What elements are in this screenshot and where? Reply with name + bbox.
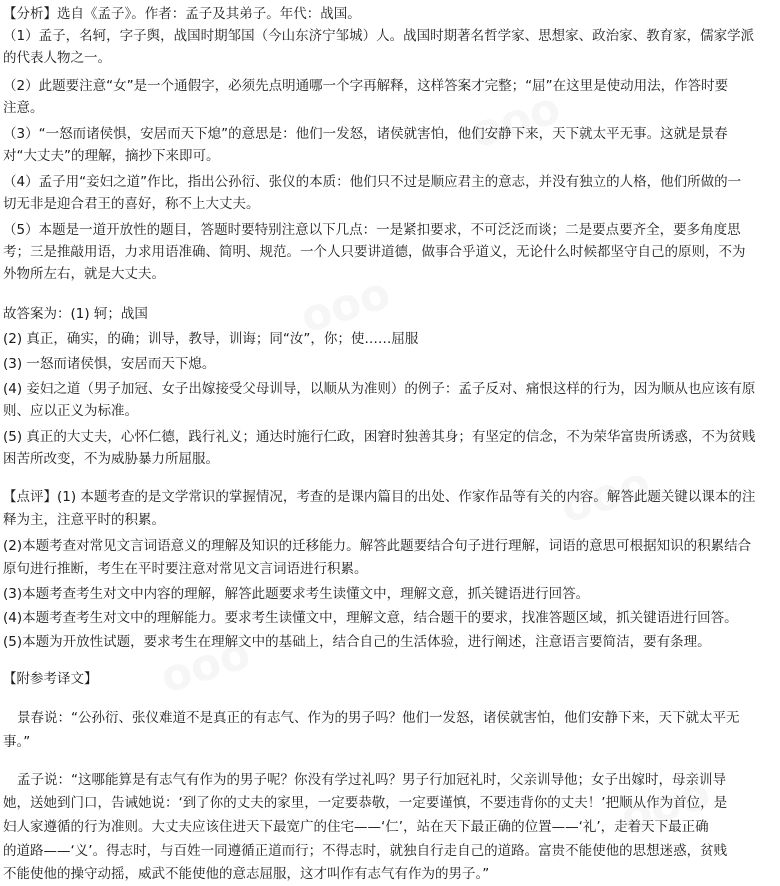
analysis-point-5: （5）本题是一道开放性的题目，答题时要特别注意以下几点：一是紧扣要求，不可泛泛而谈；二是要点要齐全，要多角度思 — [3, 222, 741, 238]
analysis-label: 【分析】 — [3, 6, 57, 22]
translation-paragraph-2: 孟子说：“这哪能算是有志气有作为的男子呢？你没有学过礼吗？男子行加冠礼时，父亲训导他；女子出嫁时，母亲训导 — [17, 772, 726, 788]
translation-paragraph-1: 事。” — [3, 734, 31, 750]
analysis-point-4: 切无非是迎合君王的喜好，称不上大丈夫。 — [3, 196, 260, 212]
answer-5: 困苦所改变，不为威胁暴力所屈服。 — [3, 451, 219, 467]
answer-2: (2) 真正，确实，的确；训导，教导，训诲；同“汝”，你；使……屈服 — [3, 331, 419, 347]
analysis-point-4: （4）孟子用“妾妇之道”作比，指出公孙衍、张仪的本质：他们只不过是顺应君主的意志，并没有独立的人格，他们所做的一 — [3, 174, 742, 190]
comment-4: (4)本题考查考生对文中的理解能力。要求考生读懂文中，理解文意，结合题干的要求，找准答题区域，抓关键语进行回答。 — [3, 610, 738, 626]
answer-4: (4) 妾妇之道（男子加冠、女子出嫁接受父母训导，以顺从为准则）的例子：孟子反对、痛恨这样的行为，因为顺从也应该有原 — [3, 381, 756, 397]
comment-5: (5)本题为开放性试题，要求考生在理解文中的基础上，结合自己的生活体验，进行阐述，注意语言要简洁，要有条理。 — [3, 634, 711, 650]
analysis-point-1: （1）孟子，名轲，字子舆，战国时期邹国（今山东济宁邹城）人。战国时期著名哲学家、思想家、政治家、教育家，儒家学派 — [3, 28, 755, 44]
answer-3: (3) 一怒而诸侯惧，安居而天下熄。 — [3, 356, 216, 372]
analysis-point-5: 考；三是推敲用语，力求用语准确、简明、规范。一个人只要讲道德，做事合乎道义，无论什么时候都坚守自己的原则，不为 — [3, 244, 746, 260]
translation-paragraph-2: 妇人家遵循的行为准则。大丈夫应该住进天下最宽广的住宅——‘仁’，站在天下最正确的位置——‘礼’，走着天下最正确 — [3, 819, 709, 835]
translation-paragraph-2: 的道路——‘义’。得志时，与百姓一同遵循正道而行；不得志时，就独自行走自己的道路。富贵不能使他的思想迷惑，贫贱 — [3, 843, 728, 859]
comment-2: 原句进行推断，考生在平时要注意对常见文言词语进行积累。 — [3, 561, 368, 577]
comment-1: 释为主，注意平时的积累。 — [3, 512, 165, 528]
analysis-point-2: （2）此题要注意“女”是一个通假字，必须先点明通哪一个字再解释，这样答案才完整；“屈”在这里是使动用法，作答时要 — [3, 78, 729, 94]
analysis-intro: 选自《孟子》。作者：孟子及其弟子。年代：战国。 — [57, 6, 361, 22]
analysis-point-5: 外物所左右，就是大丈夫。 — [3, 266, 165, 282]
analysis-point-3: 对“大丈夫”的理解，摘抄下来即可。 — [3, 148, 220, 164]
translation-paragraph-2: 不能使他的操守动摇，威武不能使他的意志屈服，这才叫作有志气有作为的男子。” — [3, 866, 490, 882]
answer-5: (5) 真正的大丈夫，心怀仁德，践行礼义；通达时施行仁政，困窘时独善其身；有坚定的信念，不为荣华富贵所诱惑，不为贫贱 — [3, 429, 756, 445]
analysis-point-3: （3）“一怒而诸侯惧，安居而天下熄”的意思是：他们一发怒，诸侯就害怕，他们安静下来，天下就太平无事。这就是景春 — [3, 126, 728, 142]
comment-2: (2)本题考查对常见文言词语意义的理解及知识的迁移能力。解答此题要结合句子进行理解，词语的意思可根据知识的积累结合 — [3, 538, 752, 554]
analysis-point-2: 注意。 — [3, 100, 44, 116]
answer-1: 故答案为：(1) 轲；战国 — [3, 306, 148, 322]
answer-4: 则、应以正义为标准。 — [3, 403, 138, 419]
analysis-point-1: 的代表人物之一。 — [3, 50, 111, 66]
translation-label: 【附参考译文】 — [3, 671, 98, 687]
comment-3: (3)本题考查考生对文中内容的理解，解答此题要求考生读懂文中，理解文意，抓关键语进行回答。 — [3, 586, 590, 602]
analysis-intro-line — [3, 3, 361, 25]
comment-1: 【点评】(1) 本题考查的是文学常识的掌握情况，考查的是课内篇目的出处、作家作品等有关的内容。解答此题关键以课本的注 — [3, 489, 756, 505]
translation-paragraph-1: 景春说：“公孙衍、张仪难道不是真正的有志气、作为的男子吗？他们一发怒，诸侯就害怕，他们安静下来，天下就太平无 — [17, 710, 740, 726]
translation-paragraph-2: 她，送她到门口，告诫她说：‘到了你的丈夫的家里，一定要恭敬，一定要谨慎，不要违背你的丈夫！’把顺从作为首位，是 — [3, 795, 728, 811]
